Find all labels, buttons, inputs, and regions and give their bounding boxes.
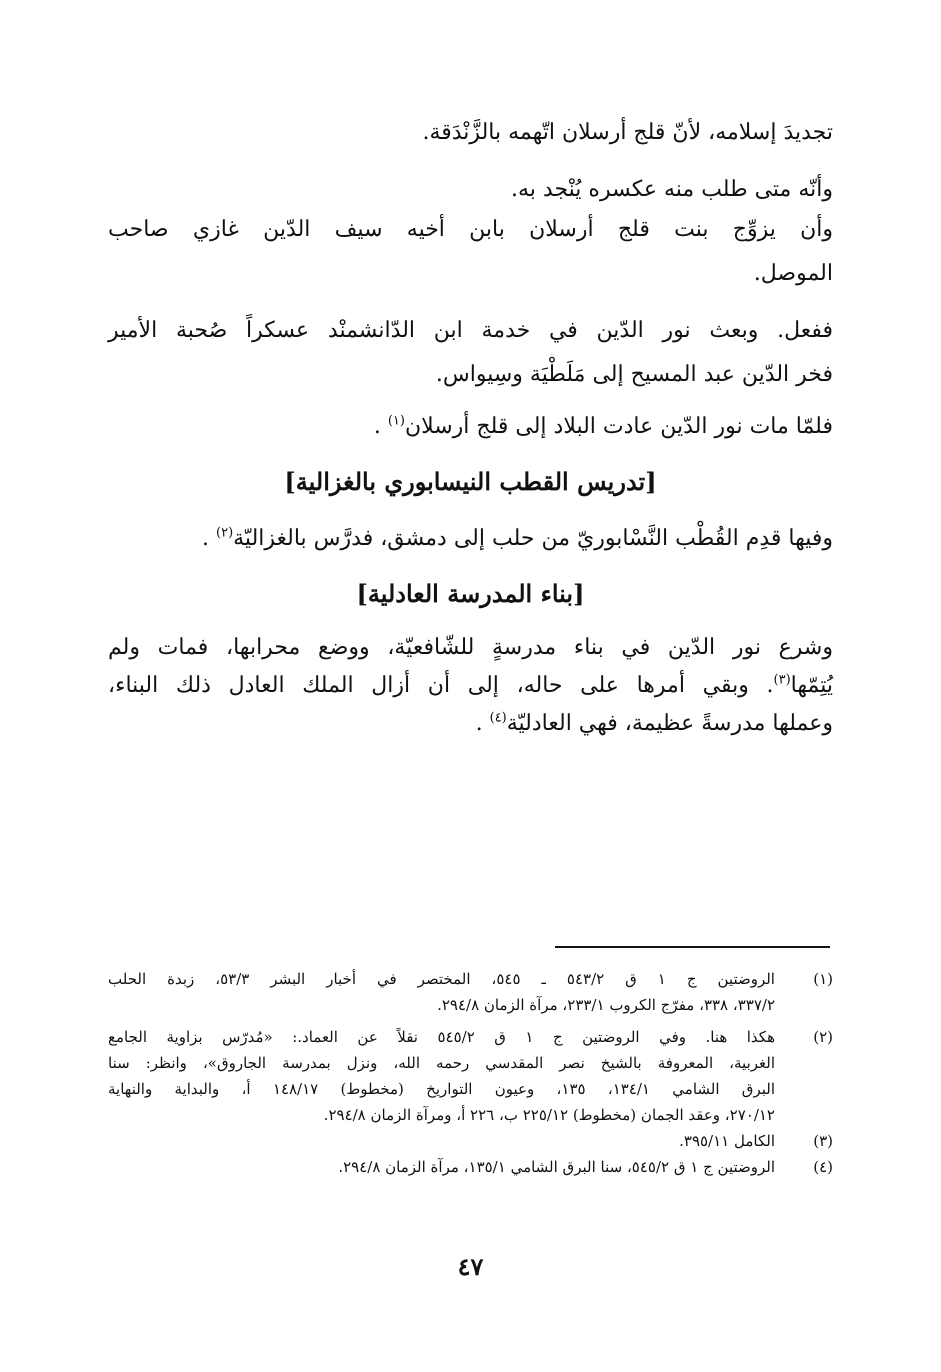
footnote: [108, 1128, 833, 1154]
footnote-number: (١): [813, 970, 833, 988]
text-line: وشرع نور الدّين في بناء مدرسةٍ للشّافعيّة، ووضع محرابها، فمات ولم: [108, 635, 833, 660]
main-text: [108, 412, 833, 442]
page-number: ٤٧: [457, 1252, 484, 1281]
main-text: [108, 175, 833, 289]
footnote-ref: (١): [387, 413, 405, 429]
text-line: [108, 671, 833, 701]
text-span: وفيها قدِم القُطْب النَّسْابوريّ من حلب إلى دمشق، فدرَّس بالغزاليّة: [233, 526, 833, 551]
footnote-line: ٢٧٠/١٢، وعقد الجمان (مخطوط) ٢٢٥/١٢ ب، ٢٢٦ أ، ومرآة الزمان ٢٩٤/٨.: [323, 1106, 775, 1124]
footnote-line: هكذا هنا. وفي الروضتين ج ١ ق ٥٤٥/٢ نقلاً عن العماد.: «مُدرّس بزاوية الجامع: [108, 1028, 775, 1046]
footnote-number: (٢): [813, 1028, 833, 1046]
text-line: الموصل.: [753, 261, 833, 286]
text-span: وعملها مدرسةً عظيمة، فهي العادليّة: [506, 711, 833, 736]
footnote: [108, 1024, 833, 1128]
text-span: . وبقي أمرها على حاله، إلى أن أزال الملك العادل ذلك البناء،: [108, 673, 774, 698]
text-line: فخر الدّين عبد المسيح إلى مَلَطْيَة وسِيواس.: [435, 362, 833, 387]
footnote-ref: (٤): [489, 710, 507, 726]
footnote-line: الكامل ٣٩٥/١١.: [679, 1132, 775, 1150]
footnote: [108, 966, 833, 1018]
footnote-line: البرق الشامي ١٣٤/١، ١٣٥، وعيون التواريخ (مخطوط) ١٤٨/١٧ أ، والبداية والنهاية: [108, 1080, 775, 1098]
footnote-line: الروضتين ج ١ ق ٥٤٣/٢ ـ ٥٤٥، المختصر في أخبار البشر ٥٣/٣، زبدة الحلب: [108, 970, 775, 988]
footnote-line: الغربية، المعروفة بالشيخ نصر المقدسي رحمه الله، ونزل بمدرسة الجاروق»، وانظر: سنا: [108, 1054, 775, 1072]
end-mark: .: [202, 526, 209, 551]
section-heading: [تدريس القطب النيسابوري بالغزالية]: [284, 467, 657, 496]
footnote-separator: [555, 946, 830, 948]
main-text: [108, 118, 833, 148]
footnote-number: (٣): [813, 1132, 833, 1150]
section-heading: [بناء المدرسة العادلية]: [356, 579, 585, 608]
footnote-number: (٤): [813, 1158, 833, 1176]
text-span: يُتِمّها: [790, 673, 833, 698]
text-span: فلمّا مات نور الدّين عادت البلاد إلى قلج أرسلان: [404, 414, 833, 439]
footnote-ref: (٣): [773, 672, 791, 688]
text-line: [108, 709, 833, 739]
text-line: ففعل. وبعث نور الدّين في خدمة ابن الدّانشمنْد عسكراً صُحبة الأمير: [108, 318, 833, 343]
text-line: وأنّه متى طلب منه عكسره يُنْجد به.: [511, 177, 833, 202]
main-text: [108, 316, 833, 390]
text-line: تجديدَ إسلامه، لأنّ قلج أرسلان اتّهمه بالزَّنْدَقة.: [422, 120, 833, 145]
footnote: [108, 1154, 833, 1180]
main-text: [108, 633, 833, 739]
end-mark: .: [373, 414, 381, 439]
text-line: وأن يزوِّج بنت قلج أرسلان بابن أخيه سيف الدّين غازي صاحب: [108, 217, 833, 242]
text-line: [108, 524, 833, 554]
main-text: [108, 524, 833, 554]
footnote-line: الروضتين ج ١ ق ٥٤٥/٢، سنا البرق الشامي ١٣٥/١، مرآة الزمان ٢٩٤/٨.: [338, 1158, 775, 1176]
footnote-ref: (٢): [216, 525, 234, 541]
footnotes: [108, 966, 833, 1180]
footnote-line: ٣٣٧/٢، ٣٣٨، مفرّج الكروب ٢٣٣/١، مرآة الزمان ٢٩٤/٨.: [437, 996, 775, 1014]
text-line: [108, 412, 833, 442]
end-mark: .: [475, 711, 483, 736]
